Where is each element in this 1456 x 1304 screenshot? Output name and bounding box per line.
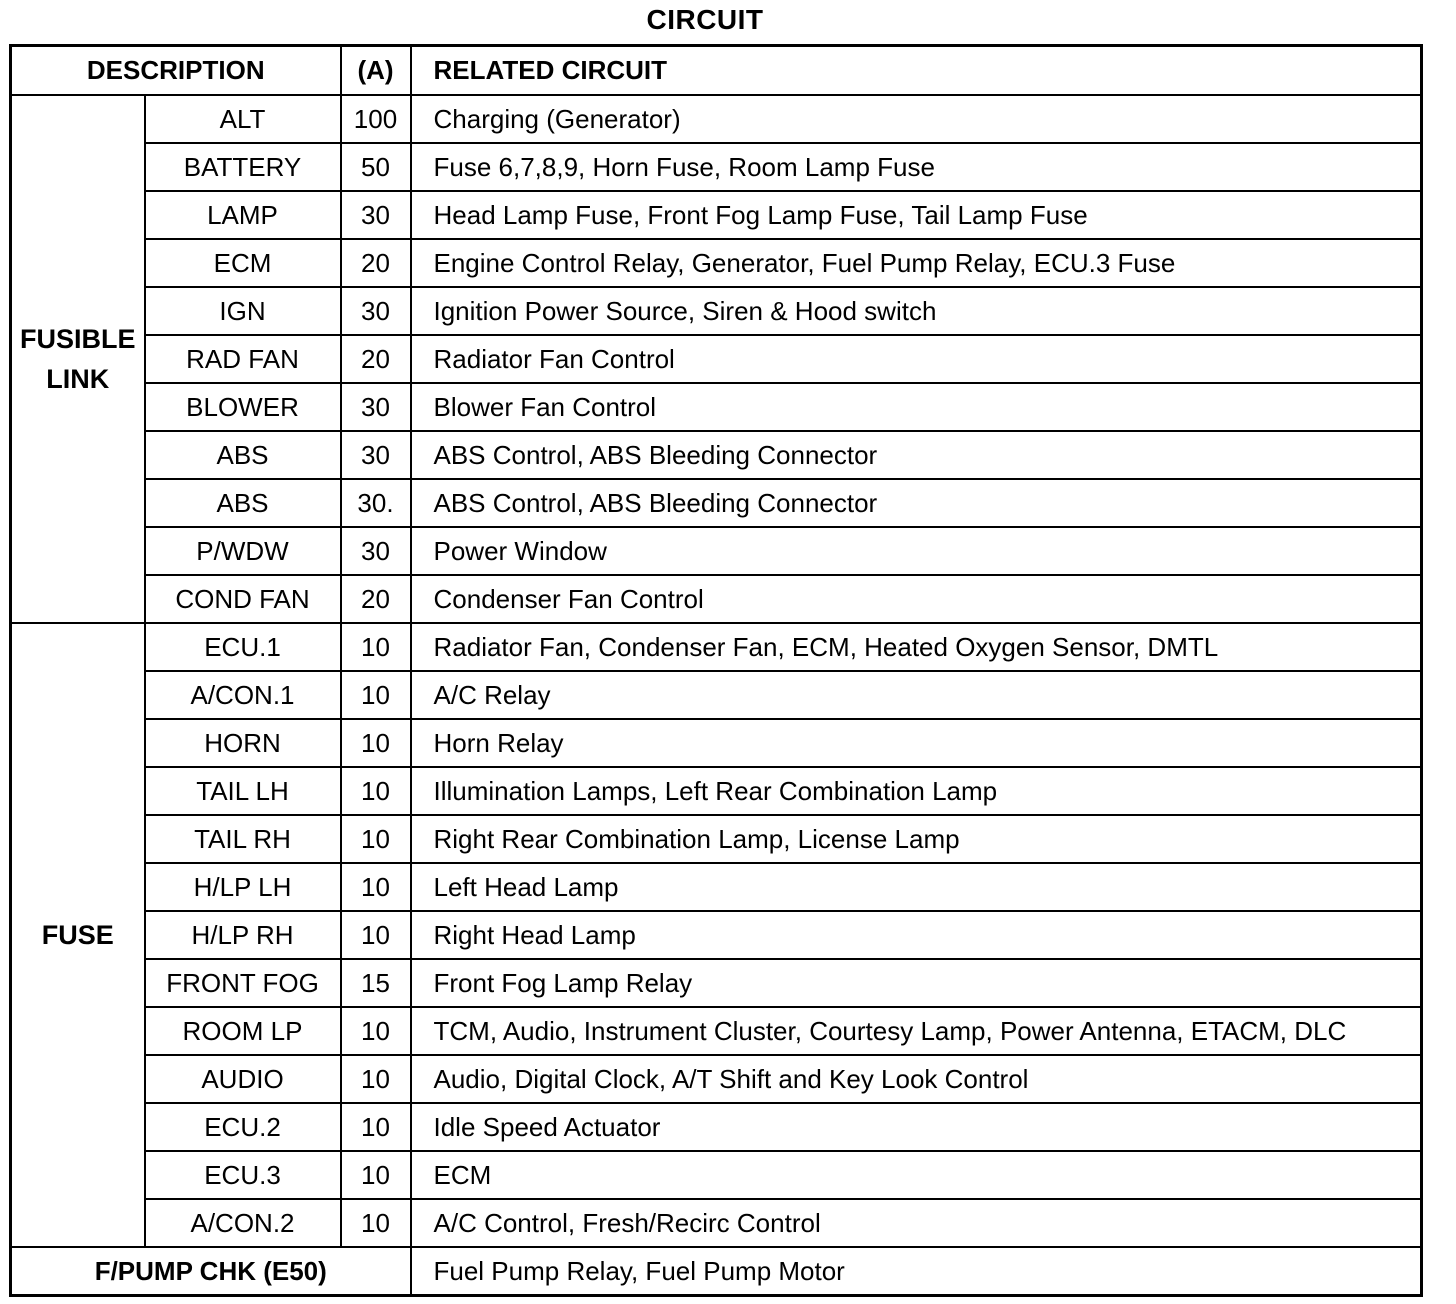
item-related-circuit: Engine Control Relay, Generator, Fuel Pump Relay, ECU.3 Fuse (411, 239, 1422, 287)
table-body (11, 95, 1422, 1296)
table-row (11, 287, 1422, 335)
item-name: ECU.1 (145, 623, 341, 671)
item-amps: 10 (341, 719, 411, 767)
item-amps: 10 (341, 863, 411, 911)
table-row (11, 1007, 1422, 1055)
item-amps: 10 (341, 1103, 411, 1151)
table-row (11, 1103, 1422, 1151)
item-amps: 100 (341, 95, 411, 143)
item-name: ECU.2 (145, 1103, 341, 1151)
item-name: A/CON.1 (145, 671, 341, 719)
table-row (11, 671, 1422, 719)
header-description: DESCRIPTION (11, 46, 341, 96)
page-title: CIRCUIT (646, 4, 764, 35)
item-amps: 50 (341, 143, 411, 191)
item-amps: 20 (341, 335, 411, 383)
table-row (11, 815, 1422, 863)
item-related-circuit: Right Head Lamp (411, 911, 1422, 959)
item-name: ROOM LP (145, 1007, 341, 1055)
item-related-circuit: Condenser Fan Control (411, 575, 1422, 623)
item-amps: 10 (341, 815, 411, 863)
item-related-circuit: Horn Relay (411, 719, 1422, 767)
item-name: A/CON.2 (145, 1199, 341, 1247)
item-related-circuit: Illumination Lamps, Left Rear Combination Lamp (411, 767, 1422, 815)
item-name: H/LP RH (145, 911, 341, 959)
table-row (11, 575, 1422, 623)
table-row (11, 1055, 1422, 1103)
item-name: FRONT FOG (145, 959, 341, 1007)
item-related-circuit: Power Window (411, 527, 1422, 575)
item-related-circuit: Charging (Generator) (411, 95, 1422, 143)
table-row (11, 863, 1422, 911)
fuel-pump-check-name: F/PUMP CHK (E50) (11, 1247, 411, 1296)
table-row (11, 383, 1422, 431)
item-amps: 15 (341, 959, 411, 1007)
item-related-circuit: Right Rear Combination Lamp, License Lamp (411, 815, 1422, 863)
item-related-circuit: Radiator Fan Control (411, 335, 1422, 383)
item-name: HORN (145, 719, 341, 767)
item-name: H/LP LH (145, 863, 341, 911)
item-name: ECU.3 (145, 1151, 341, 1199)
item-related-circuit: Blower Fan Control (411, 383, 1422, 431)
item-related-circuit: A/C Control, Fresh/Recirc Control (411, 1199, 1422, 1247)
item-name: ABS (145, 479, 341, 527)
item-amps: 30 (341, 527, 411, 575)
item-amps: 30 (341, 287, 411, 335)
item-related-circuit: A/C Relay (411, 671, 1422, 719)
item-related-circuit: Head Lamp Fuse, Front Fog Lamp Fuse, Tail Lamp Fuse (411, 191, 1422, 239)
item-name: AUDIO (145, 1055, 341, 1103)
item-name: ABS (145, 431, 341, 479)
table-row (11, 431, 1422, 479)
table-row (11, 1151, 1422, 1199)
item-name: ECM (145, 239, 341, 287)
table-row (11, 1199, 1422, 1247)
table-row (11, 479, 1422, 527)
item-amps: 10 (341, 623, 411, 671)
table-row (11, 911, 1422, 959)
table-row (11, 143, 1422, 191)
fuel-pump-related-circuit: Fuel Pump Relay, Fuel Pump Motor (411, 1247, 1422, 1296)
group-label-line: FUSIBLE (19, 324, 136, 354)
table-row (11, 335, 1422, 383)
item-amps: 30. (341, 479, 411, 527)
item-amps: 30 (341, 383, 411, 431)
item-name: IGN (145, 287, 341, 335)
item-amps: 10 (341, 671, 411, 719)
table-row (11, 959, 1422, 1007)
circuit-table (9, 44, 1423, 1297)
item-amps: 30 (341, 191, 411, 239)
item-related-circuit: ABS Control, ABS Bleeding Connector (411, 431, 1422, 479)
item-amps: 10 (341, 767, 411, 815)
item-name: COND FAN (145, 575, 341, 623)
item-name: RAD FAN (145, 335, 341, 383)
header-amps: (A) (341, 46, 411, 96)
table-row (11, 719, 1422, 767)
item-related-circuit: Front Fog Lamp Relay (411, 959, 1422, 1007)
item-name: TAIL RH (145, 815, 341, 863)
item-related-circuit: Fuse 6,7,8,9, Horn Fuse, Room Lamp Fuse (411, 143, 1422, 191)
item-amps: 10 (341, 1151, 411, 1199)
item-amps: 30 (341, 431, 411, 479)
item-name: BATTERY (145, 143, 341, 191)
item-related-circuit: ECM (411, 1151, 1422, 1199)
item-amps: 10 (341, 911, 411, 959)
table-row (11, 239, 1422, 287)
table-row (11, 767, 1422, 815)
item-related-circuit: Audio, Digital Clock, A/T Shift and Key Look Control (411, 1055, 1422, 1103)
group-fusible-link (11, 95, 145, 623)
item-related-circuit: Ignition Power Source, Siren & Hood switch (411, 287, 1422, 335)
item-name: ALT (145, 95, 341, 143)
item-amps: 10 (341, 1199, 411, 1247)
group-fuse: FUSE (11, 623, 145, 1247)
item-amps: 10 (341, 1055, 411, 1103)
item-amps: 20 (341, 575, 411, 623)
table-row (11, 191, 1422, 239)
table-row (11, 95, 1422, 143)
item-related-circuit: ABS Control, ABS Bleeding Connector (411, 479, 1422, 527)
header-row (11, 46, 1422, 96)
table-row (11, 623, 1422, 671)
item-name: TAIL LH (145, 767, 341, 815)
item-related-circuit: Radiator Fan, Condenser Fan, ECM, Heated Oxygen Sensor, DMTL (411, 623, 1422, 671)
item-related-circuit: TCM, Audio, Instrument Cluster, Courtesy Lamp, Power Antenna, ETACM, DLC (411, 1007, 1422, 1055)
item-name: P/WDW (145, 527, 341, 575)
table-row (11, 527, 1422, 575)
item-related-circuit: Idle Speed Actuator (411, 1103, 1422, 1151)
item-amps: 20 (341, 239, 411, 287)
item-amps: 10 (341, 1007, 411, 1055)
item-name: LAMP (145, 191, 341, 239)
header-related-circuit: RELATED CIRCUIT (411, 46, 1422, 96)
table-row-fuel-pump (11, 1247, 1422, 1296)
item-name: BLOWER (145, 383, 341, 431)
item-related-circuit: Left Head Lamp (411, 863, 1422, 911)
group-label-line: LINK (46, 364, 110, 394)
